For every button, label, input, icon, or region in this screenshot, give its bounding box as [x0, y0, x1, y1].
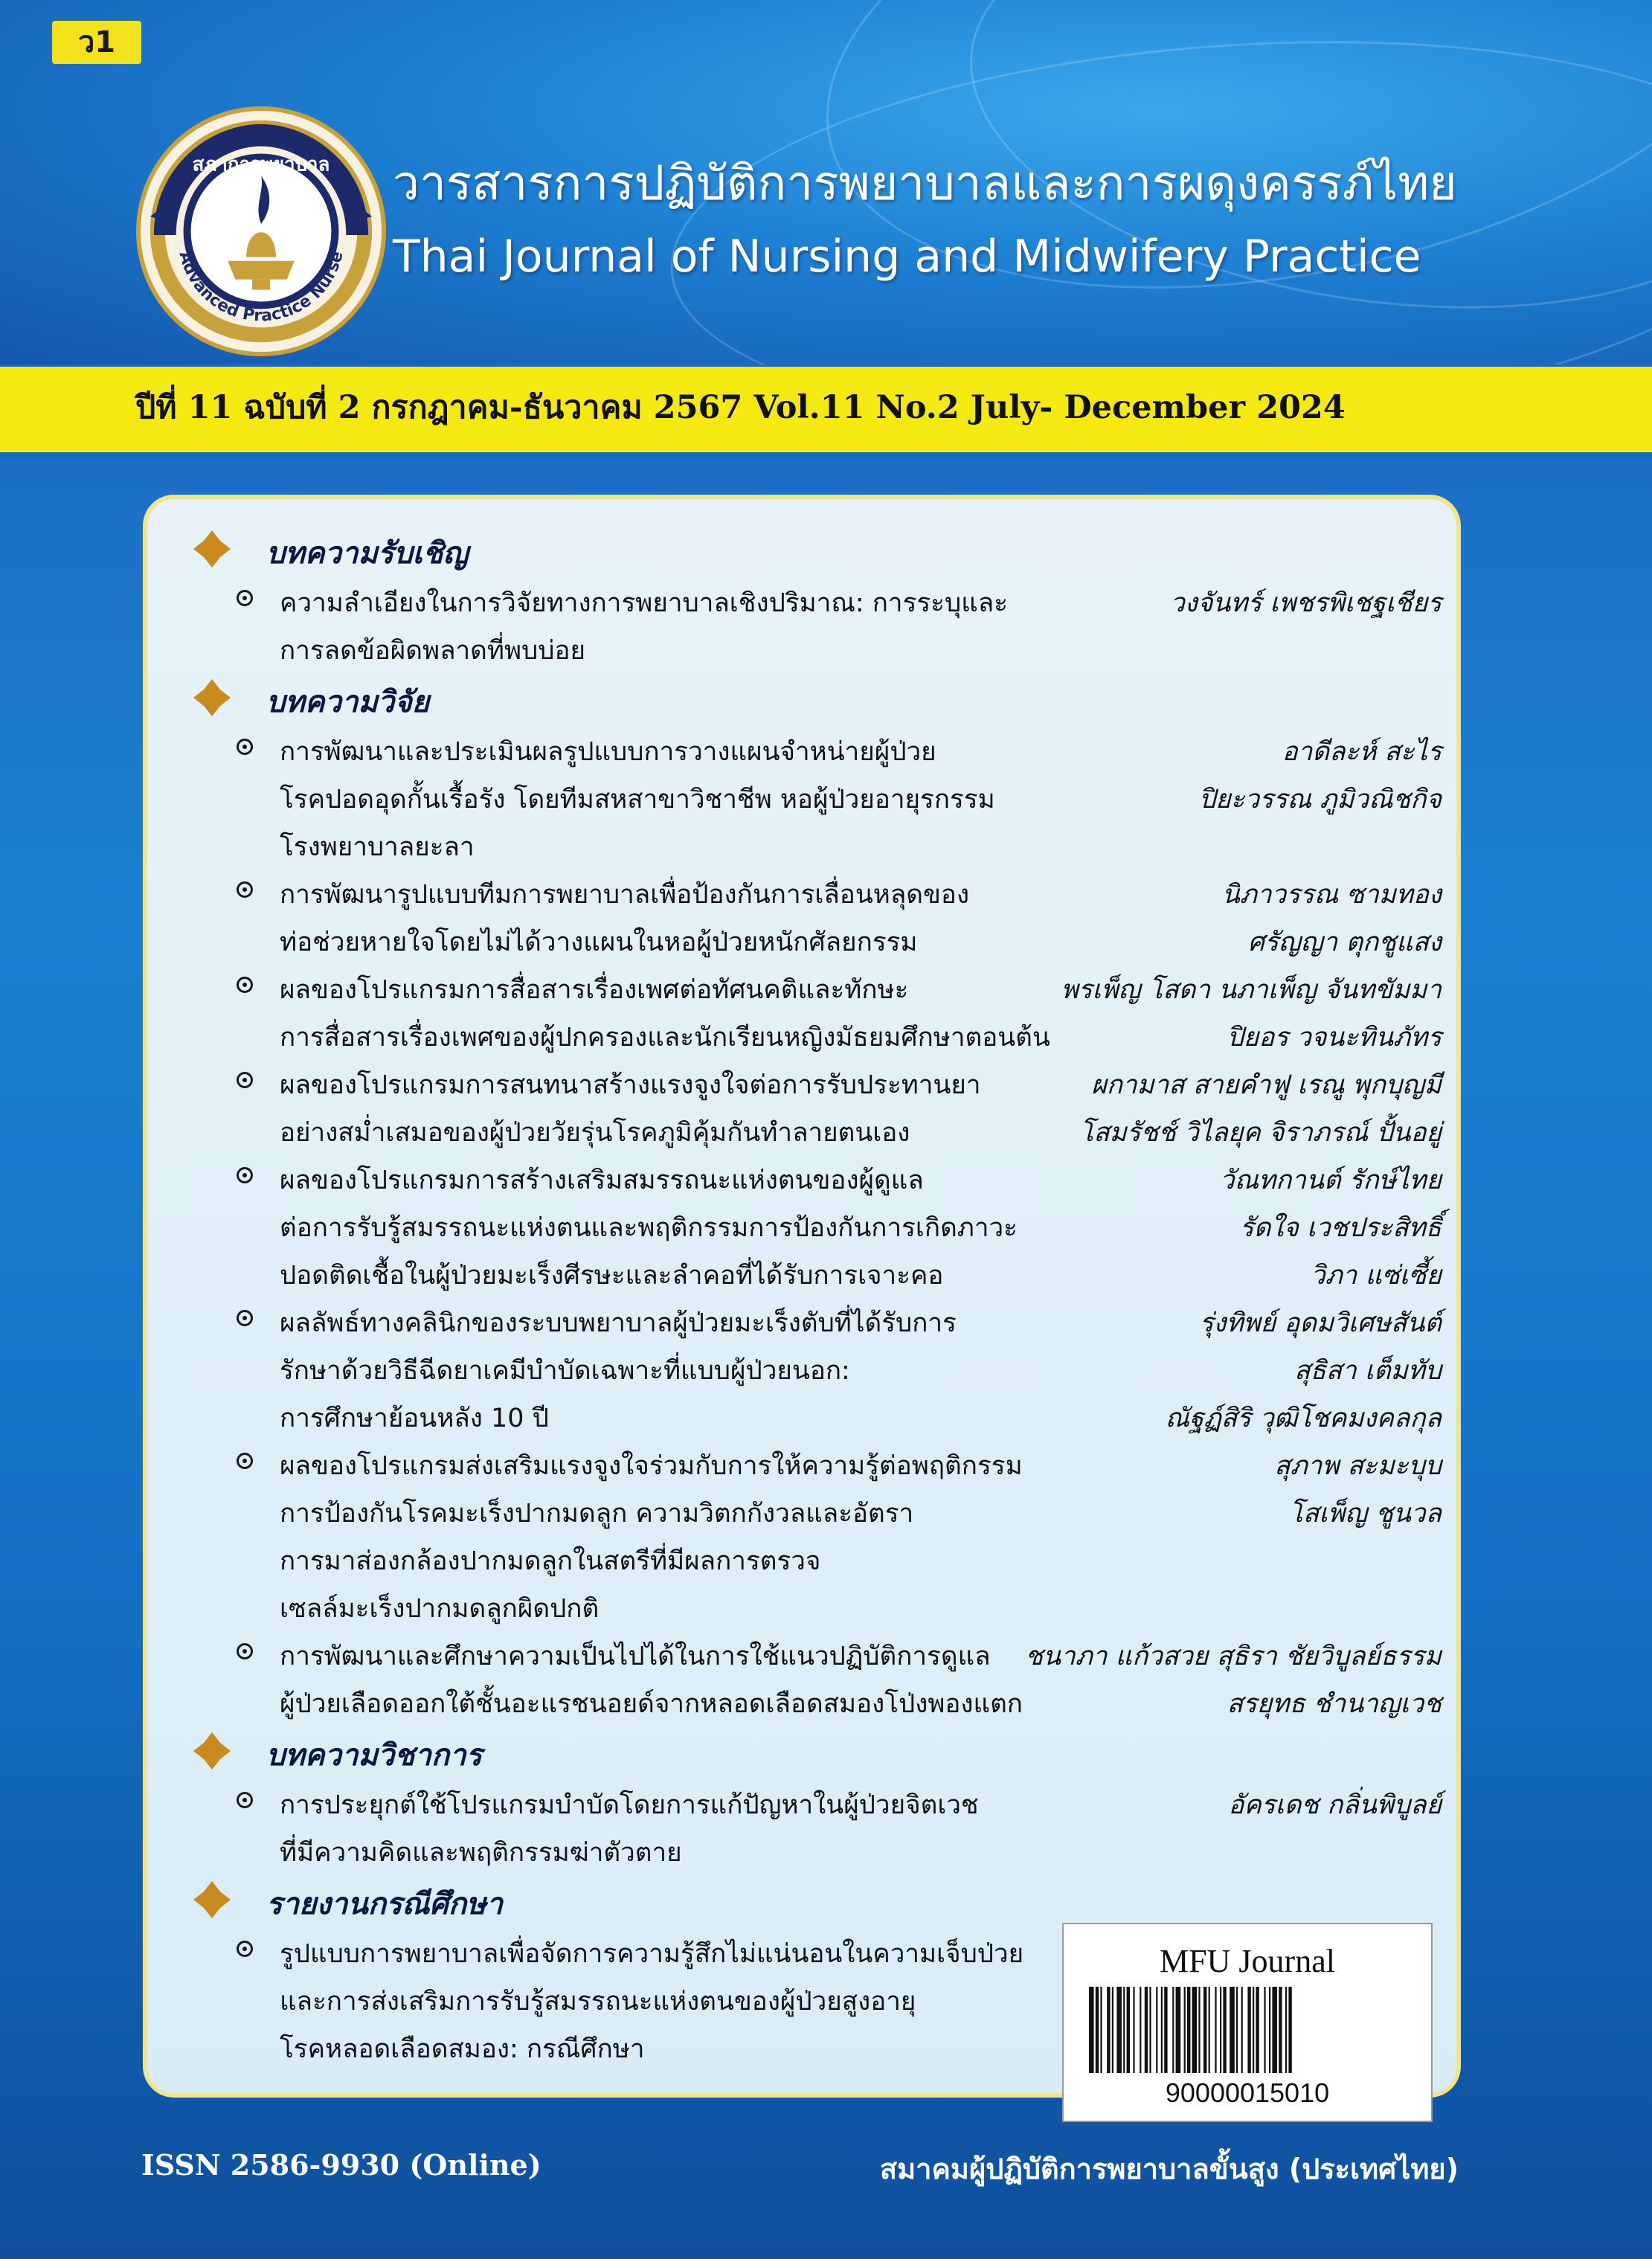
barcode-bar: [1288, 1987, 1291, 2073]
article-author: พรเพ็ญ โสดา นภาเพ็ญ จันทขัมมา: [1061, 975, 1442, 1005]
contents-panel: [143, 495, 1461, 2098]
article-title-line: และการส่งเสริมการรับรู้สมรรถนะแห่งตนของผู้ป่วยสูงอายุ: [280, 1987, 916, 2017]
article-title-line: ผลลัพธ์ทางคลินิกของระบบพยาบาลผู้ป่วยมะเร็งตับที่ได้รับการ: [280, 1308, 957, 1338]
section-title: รายงานกรณีศึกษา: [266, 1886, 503, 1921]
barcode-bar: [1149, 1987, 1151, 2073]
article-author: อัครเดช กลิ่นพิบูลย์: [1228, 1790, 1442, 1820]
bullet-icon: [237, 1310, 253, 1326]
barcode-bar: [1285, 1987, 1287, 2073]
article-author: อาดีละห์ สะไร: [1282, 737, 1442, 767]
barcode-bar: [1256, 1987, 1259, 2073]
barcode-bar: [1223, 1987, 1226, 2073]
bullet-icon: [237, 1941, 253, 1957]
barcode-bar: [1096, 1987, 1099, 2073]
bullet-icon: [237, 1167, 253, 1183]
barcode-bar: [1164, 1987, 1167, 2073]
issn: ISSN 2586-9930 (Online): [141, 2148, 541, 2182]
section-title: บทความวิชาการ: [266, 1738, 483, 1773]
bullet-icon: [237, 1453, 253, 1469]
article-author: สรยุทธ ชำนาญเวช: [1227, 1689, 1442, 1719]
barcode-bar: [1172, 1987, 1174, 2073]
diamond-bullet-icon: [192, 1731, 232, 1771]
article-title-line: ปอดติดเชื้อในผู้ป่วยมะเร็งศีรษะและลำคอที่ได้รับการเจาะคอ: [280, 1261, 944, 1291]
bullet-icon: [237, 1643, 253, 1659]
barcode-bar: [1253, 1987, 1254, 2073]
article-author: ณัฐฏ์สิริ วุฒิโชคมงคลกุล: [1165, 1404, 1442, 1433]
barcode-bar: [1192, 1987, 1198, 2073]
article-author: รัดใจ เวชประสิทธิ์: [1239, 1213, 1442, 1243]
barcode-bar: [1107, 1987, 1110, 2073]
article-title-line: ผลของโปรแกรมการสื่อสารเรื่องเพศต่อทัศนคติและทักษะ: [280, 975, 909, 1005]
barcode-bar: [1272, 1987, 1277, 2073]
barcode-bar: [1184, 1987, 1186, 2073]
seal-text-top: สภาการพยาบาล: [192, 153, 330, 176]
article-author: ผกามาส สายคำฟู เรณู พุกบุญมี: [1091, 1070, 1442, 1100]
barcode-bar: [1140, 1987, 1141, 2073]
article-title-line: การพัฒนาและประเมินผลรูปแบบการวางแผนจำหน่ายผู้ป่วย: [280, 737, 936, 767]
diamond-bullet-icon: [192, 678, 232, 718]
section-title: บทความวิจัย: [266, 684, 430, 719]
article-title-line: ผลของโปรแกรมการสร้างเสริมสมรรถนะแห่งตนของผู้ดูแล: [280, 1166, 924, 1195]
library-barcode-sticker: [1062, 1923, 1433, 2122]
barcode-bar: [1123, 1987, 1125, 2073]
bullet-icon: [237, 977, 253, 993]
barcode-bar: [1203, 1987, 1206, 2073]
barcode-bar: [1156, 1987, 1157, 2073]
article-title-line: โรคปอดอุดกั้นเรื้อรัง โดยทีมสหสาขาวิชาชีพ หอผู้ป่วยอายุรกรรม: [280, 785, 995, 814]
article-title-line: โรงพยาบาลยะลา: [280, 832, 475, 862]
barcode-bar: [1215, 1987, 1216, 2073]
article-author: นิภาวรรณ ซามทอง: [1221, 880, 1442, 910]
barcode-bar: [1279, 1987, 1282, 2073]
journal-title-thai: วารสารการปฏิบัติการพยาบาลและการผดุงครรภ์ไทย: [393, 156, 1457, 211]
article-title-line: ผลของโปรแกรมส่งเสริมแรงจูงใจร่วมกับการให้ความรู้ต่อพฤติกรรม: [280, 1451, 1023, 1481]
article-author: ศรัญญา ตุกชูแสง: [1247, 928, 1442, 957]
article-author: สุภาพ สะมะบุบ: [1274, 1451, 1442, 1481]
journal-title-english: Thai Journal of Nursing and Midwifery Practice: [393, 231, 1421, 283]
article-title-line: การพัฒนาและศึกษาความเป็นไปได้ในการใช้แนวปฏิบัติการดูแล: [280, 1642, 991, 1671]
article-title-line: โรคหลอดเลือดสมอง: กรณีศึกษา: [280, 2034, 645, 2064]
barcode-number: 90000015010: [1165, 2078, 1330, 2108]
barcode-bar: [1127, 1987, 1130, 2073]
article-author: วัณทกานต์ รักษ์ไทย: [1219, 1166, 1442, 1195]
barcode-bar: [1176, 1987, 1181, 2073]
article-title-line: ผู้ป่วยเลือดออกใต้ชั้นอะแรชนอยด์จากหลอดเลือดสมองโป่งพองแตก: [280, 1689, 1023, 1719]
barcode-bar: [1247, 1987, 1250, 2073]
barcode-bar: [1269, 1987, 1270, 2073]
article-title-line: อย่างสม่ำเสมอของผู้ป่วยวัยรุ่นโรคภูมิคุ้มกันทำลายตนเอง: [280, 1118, 910, 1148]
article-title-line: ผลของโปรแกรมการสนทนาสร้างแรงจูงใจต่อการรับประทานยา: [280, 1070, 981, 1100]
bullet-icon: [237, 590, 253, 606]
article-title-line: การพัฒนารูปแบบทีมการพยาบาลเพื่อป้องกันการเลื่อนหลุดของ: [280, 880, 970, 910]
article-author: ปิยอร วจนะทินภัทร: [1227, 1023, 1442, 1053]
article-title-line: ความลำเอียงในการวิจัยทางการพยาบาลเชิงปริมาณ: การระบุและ: [280, 588, 1009, 618]
barcode-bar: [1230, 1987, 1235, 2073]
corner-tag: ว1: [52, 21, 141, 64]
seal-text-bottom: Advanced Practice Nurse: [175, 249, 347, 326]
bullet-icon: [237, 1072, 253, 1088]
article-title-line: การมาส่องกล้องปากมดลูกในสตรีที่มีผลการตรวจ: [280, 1546, 821, 1576]
article-title-line: ที่มีความคิดและพฤติกรรมฆ่าตัวตาย: [280, 1838, 682, 1868]
issue-info: ปีที่ 11 ฉบับที่ 2 กรกฎาคม-ธันวาคม 2567 Vol.11 No.2 July- December 2024: [135, 389, 1346, 426]
issue-band: [0, 367, 1652, 457]
article-title-line: การลดข้อผิดพลาดที่พบบ่อย: [280, 636, 586, 666]
barcode-bar: [1089, 1987, 1094, 2073]
barcode-bar: [1241, 1987, 1243, 2073]
diamond-bullet-icon: [192, 1880, 232, 1920]
article-author: ปิยะวรรณ ภูมิวณิชกิจ: [1198, 785, 1442, 814]
barcode-bar: [1112, 1987, 1113, 2073]
article-author: วงจันทร์ เพชรพิเชฐเชียร: [1170, 588, 1442, 618]
article-title-line: เซลล์มะเร็งปากมดลูกผิดปกติ: [280, 1594, 600, 1624]
barcode-bar: [1100, 1987, 1102, 2073]
section-title: บทความรับเชิญ: [266, 536, 469, 571]
article-title-line: การป้องกันโรคมะเร็งปากมดลูก ความวิตกกังวลและอัตรา: [280, 1499, 914, 1529]
article-author: ชนาภา แก้วสวย สุธิรา ชัยวิบูลย์ธรรม: [1025, 1642, 1442, 1671]
bullet-icon: [237, 739, 253, 755]
article-author: รุ่งทิพย์ อุดมวิเศษสันต์: [1199, 1308, 1442, 1338]
bullet-icon: [237, 881, 253, 898]
article-title-line: รักษาด้วยวิธีฉีดยาเคมีบำบัดเฉพาะที่แบบผู้ป่วยนอก:: [280, 1356, 850, 1386]
article-author: วิภา แซ่เซี้ย: [1310, 1261, 1442, 1291]
article-title-line: ท่อช่วยหายใจโดยไม่ได้วางแผนในหอผู้ป่วยหนักศัลยกรรม: [280, 928, 918, 957]
publisher: สมาคมผู้ปฏิบัติการพยาบาลขั้นสูง (ประเทศไทย): [879, 2153, 1459, 2185]
barcode-bar: [1198, 1987, 1200, 2073]
barcode-bar: [1161, 1987, 1163, 2073]
sticker-label: MFU Journal: [1160, 1943, 1335, 1979]
article-title-line: การสื่อสารเรื่องเพศของผู้ปกครองและนักเรียนหญิงมัธยมศึกษาตอนต้น: [280, 1023, 1050, 1053]
diamond-bullet-icon: [192, 529, 232, 569]
barcode-bar: [1116, 1987, 1122, 2073]
barcode-bar: [1209, 1987, 1210, 2073]
journal-seal-logo: [135, 106, 387, 357]
barcode-bar: [1236, 1987, 1238, 2073]
barcode-bar: [1133, 1987, 1134, 2073]
article-title-line: ต่อการรับรู้สมรรถนะแห่งตนและพฤติกรรมการป้องกันการเกิดภาวะ: [280, 1213, 1018, 1243]
article-title-line: รูปแบบการพยาบาลเพื่อจัดการความรู้สึกไม่แน่นอนในความเจ็บป่วย: [280, 1939, 1024, 1969]
article-author: โสมรัชช์ วิไลยุค จิราภรณ์ ปั้นอยู่: [1079, 1118, 1442, 1148]
article-author: โสเพ็ญ ชูนวล: [1289, 1499, 1442, 1529]
bullet-icon: [237, 1792, 253, 1808]
barcode-icon: [1086, 1987, 1410, 2073]
barcode-bar: [1220, 1987, 1221, 2073]
barcode-bar: [1145, 1987, 1148, 2073]
article-title-line: การประยุกต์ใช้โปรแกรมบำบัดโดยการแก้ปัญหาในผู้ป่วยจิตเวช: [280, 1790, 979, 1820]
article-author: สุธิสา เต็มทับ: [1294, 1356, 1442, 1386]
barcode-bar: [1187, 1987, 1190, 2073]
article-title-line: การศึกษาย้อนหลัง 10 ปี: [280, 1404, 549, 1433]
barcode-bar: [1264, 1987, 1265, 2073]
